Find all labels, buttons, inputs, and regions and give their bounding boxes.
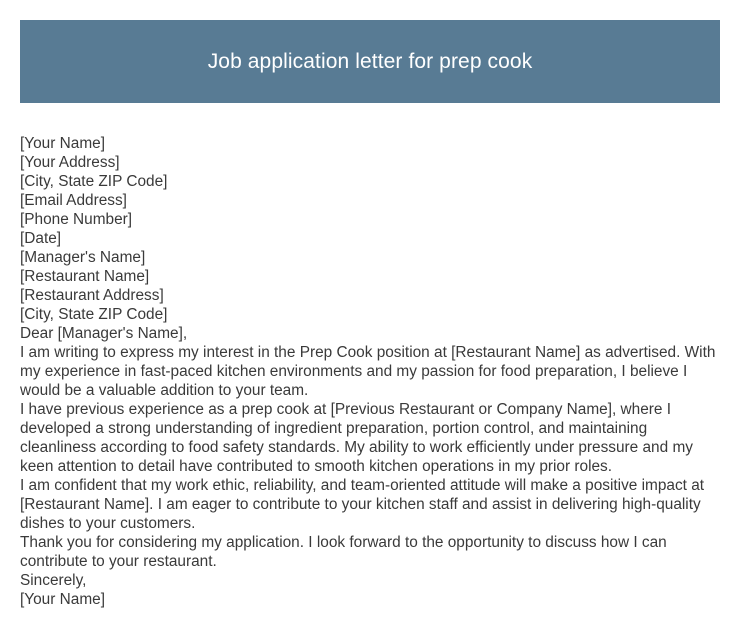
page-header xyxy=(20,20,720,103)
sender-address: [Your Address] xyxy=(20,154,120,171)
sender-email: [Email Address] xyxy=(20,192,127,209)
recipient-restaurant-name: [Restaurant Name] xyxy=(20,268,150,285)
letter-body xyxy=(20,134,725,609)
paragraph-thanks: Thank you for considering my application. I look forward to the opportunity to discuss how I can contribute to your restaurant. xyxy=(20,534,672,570)
closing: Sincerely, xyxy=(20,572,87,589)
recipient-restaurant-address: [Restaurant Address] xyxy=(20,287,164,304)
letter-date: [Date] xyxy=(20,230,62,247)
signature: [Your Name] xyxy=(20,591,105,608)
salutation: Dear [Manager's Name], xyxy=(20,325,188,342)
sender-block xyxy=(20,134,725,229)
sender-phone: [Phone Number] xyxy=(20,211,133,228)
paragraph-confidence: I am confident that my work ethic, reliability, and team-oriented attitude will make a positive impact at [Restaurant Name]. I am eager to contribute to your kitchen staff and assist in delivering high-quality dishes to your customers. xyxy=(20,477,709,532)
paragraph-experience: I have previous experience as a prep cook at [Previous Restaurant or Company Name], where I developed a strong understanding of ingredient preparation, portion control, and maintaining cleanliness according to food safety standards. My ability to work efficiently under pressure and my keen attention to detail have contributed to smooth kitchen operations in my prior roles. xyxy=(20,401,698,475)
recipient-manager-name: [Manager's Name] xyxy=(20,249,146,266)
sender-city-state-zip: [City, State ZIP Code] xyxy=(20,173,168,190)
recipient-city-state-zip: [City, State ZIP Code] xyxy=(20,306,168,323)
page-title: Job application letter for prep cook xyxy=(207,49,533,73)
paragraph-intro: I am writing to express my interest in the Prep Cook position at [Restaurant Name] as advertised. With my experience in fast-paced kitchen environments and my passion for food preparation, I believe I would be a valuable addition to your team. xyxy=(20,344,720,399)
sender-name: [Your Name] xyxy=(20,135,105,152)
recipient-block xyxy=(20,248,725,324)
